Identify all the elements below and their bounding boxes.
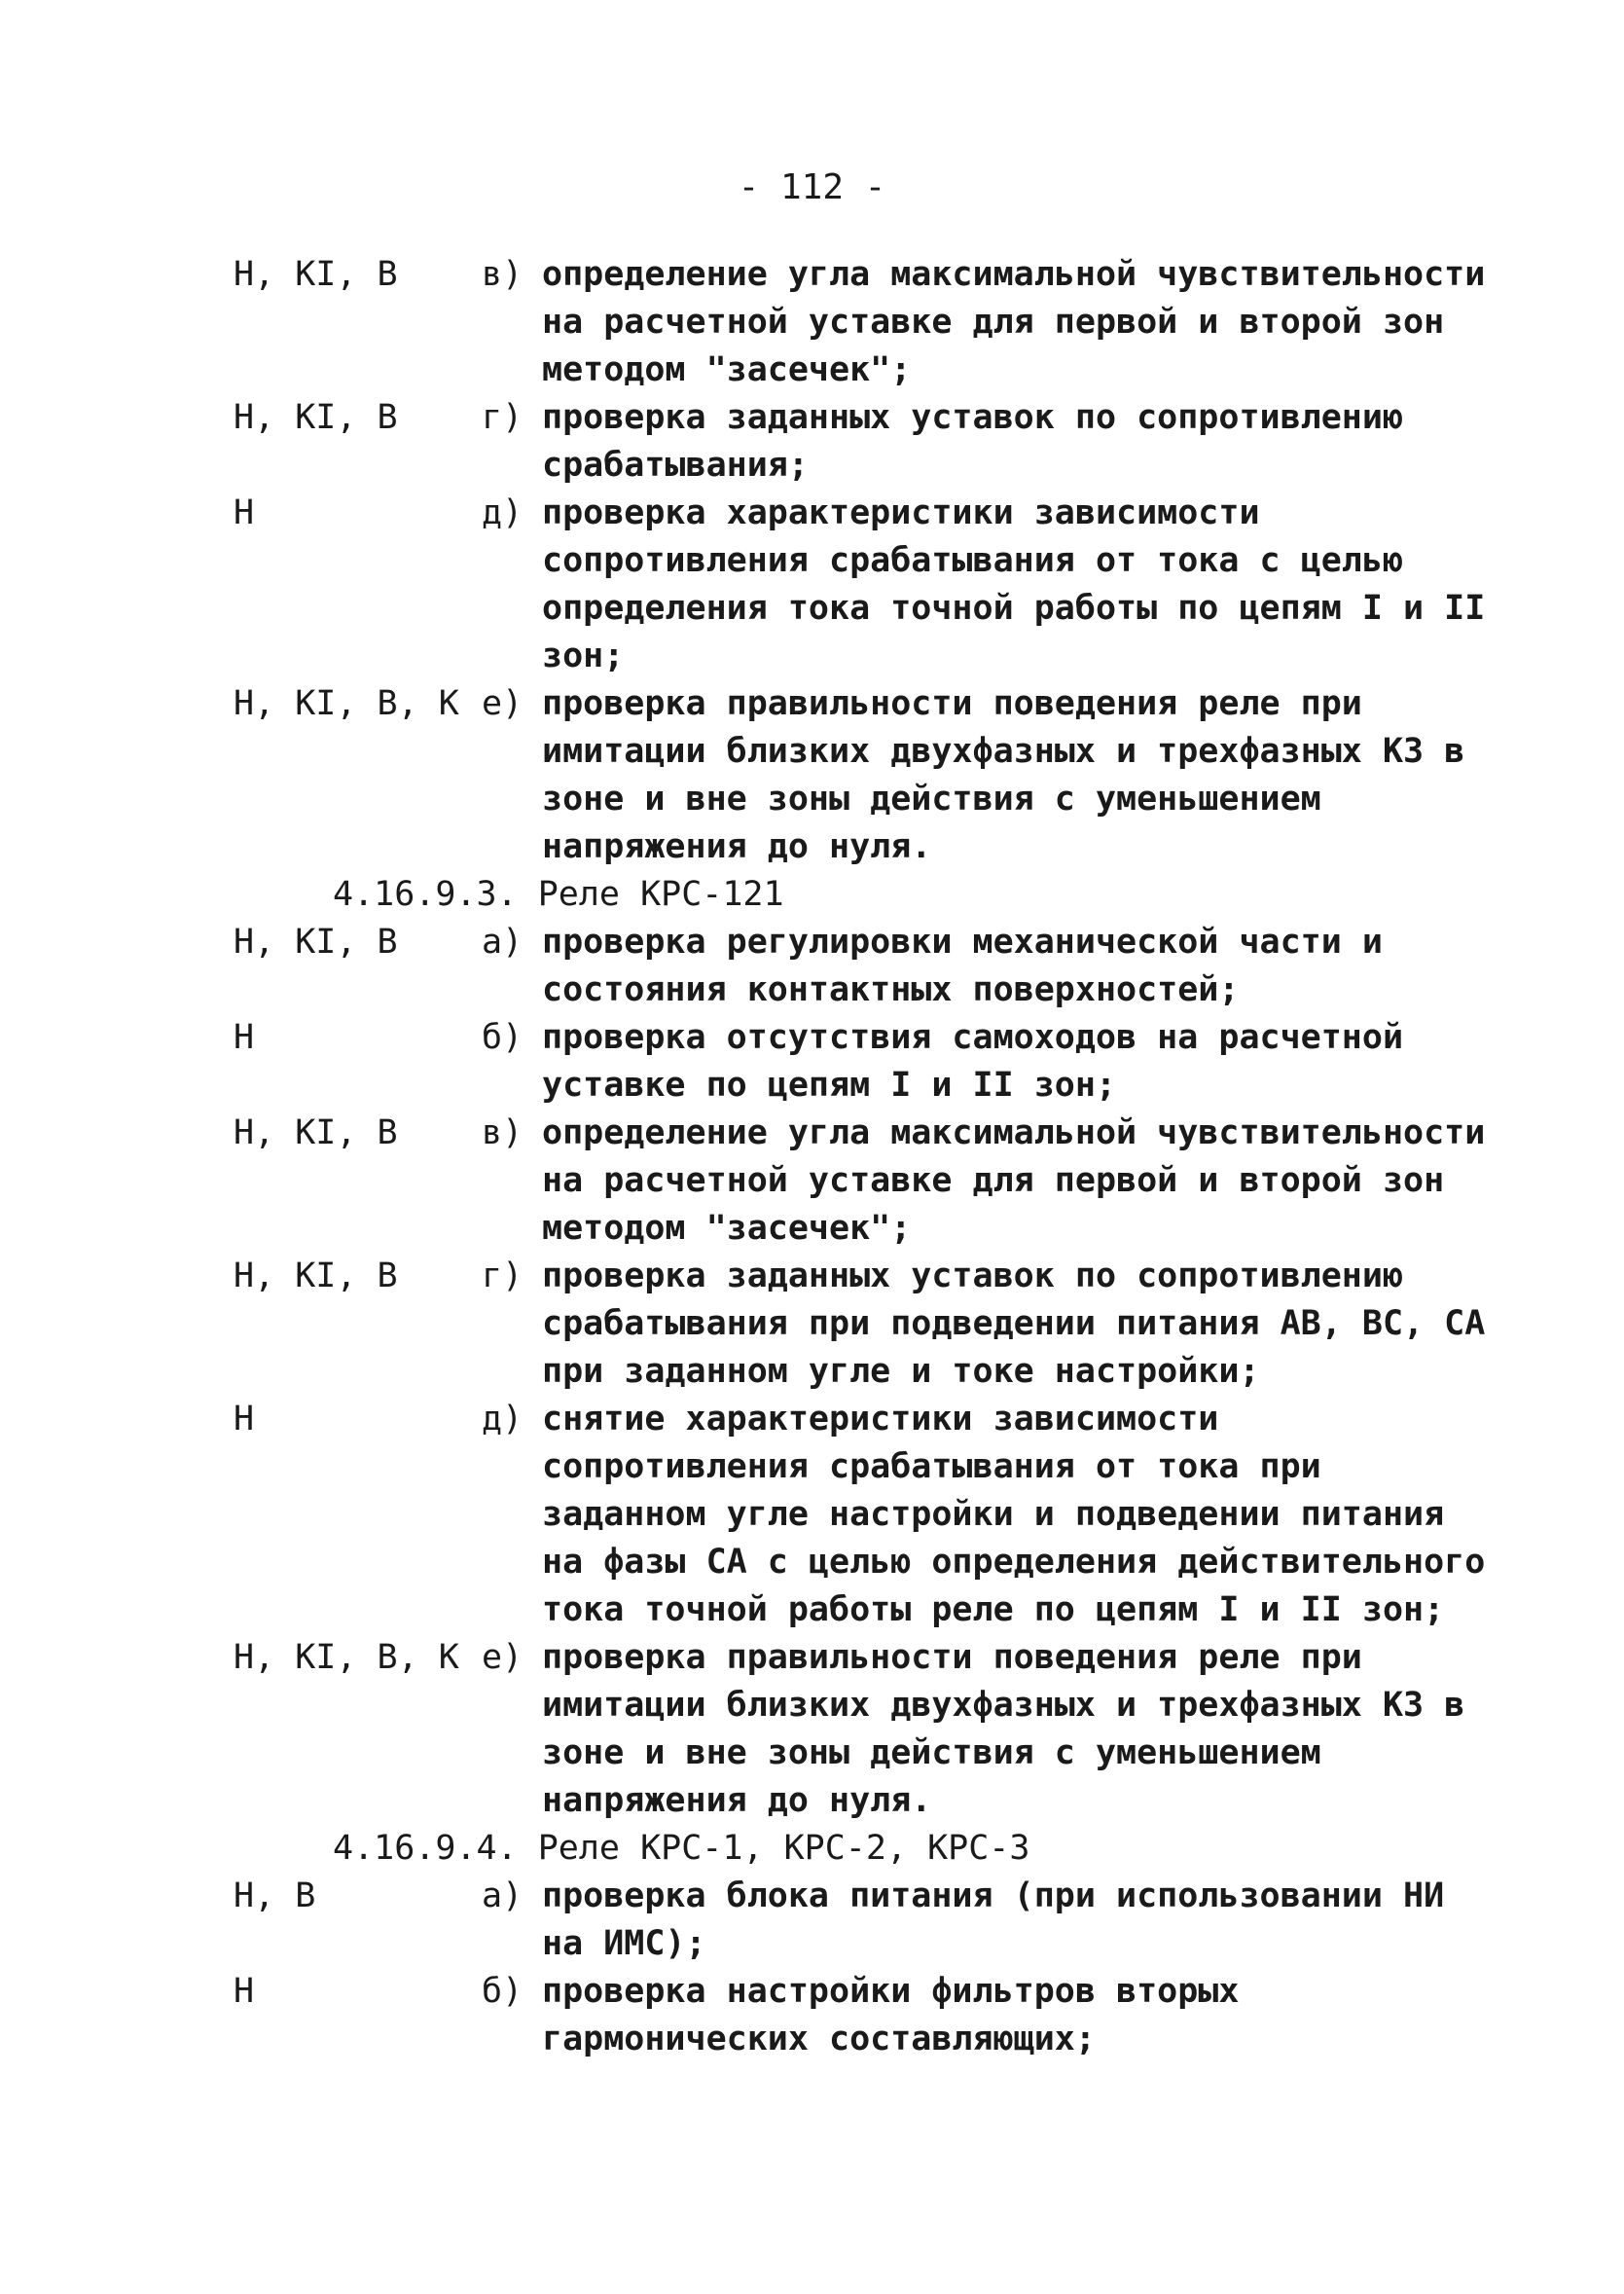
item-letter: г): [482, 1256, 523, 1295]
list-item: [234, 490, 1489, 680]
document-body: [234, 251, 1489, 2063]
list-item: [234, 919, 1489, 1014]
item-text: проверка отсутствия самоходов на расчетной уставке по цепям I и II зон;: [542, 1018, 1404, 1105]
item-letter: б): [482, 1018, 523, 1057]
item-codes: Н: [234, 1018, 255, 1057]
item-letter: г): [482, 398, 523, 437]
list-item: [234, 1634, 1489, 1825]
list-item: [234, 1014, 1489, 1110]
item-text: проверка заданных уставок по сопротивлению срабатывания при подведении питания АВ, ВС, СА при заданном угле и токе настройки;: [542, 1256, 1486, 1391]
list-item: [234, 1253, 1489, 1396]
item-text: проверка настройки фильтров вторых гармонических составляющих;: [542, 1972, 1240, 2058]
item-text: проверка правильности поведения реле при имитации близких двухфазных и трехфазных КЗ в зоне и вне зоны действия с уменьшением напряжения до нуля.: [542, 1638, 1465, 1820]
item-codes: Н: [234, 1972, 255, 2011]
item-text: проверка заданных уставок по сопротивлению срабатывания;: [542, 398, 1404, 485]
list-item: [234, 680, 1489, 871]
item-codes: Н, КI, В: [234, 1113, 398, 1152]
item-text: проверка регулировки механической части и состояния контактных поверхностей;: [542, 923, 1383, 1009]
section-heading: 4.16.9.3. Реле КРС-121: [333, 875, 784, 914]
item-letter: а): [482, 923, 523, 962]
list-item: [234, 1110, 1489, 1253]
list-item: [234, 1396, 1489, 1634]
item-text: определение угла максимальной чувствительности на расчетной уставке для первой и второй зон методом "засечек";: [542, 1113, 1486, 1248]
item-letter: а): [482, 1876, 523, 1915]
item-codes: Н, КI, В: [234, 398, 398, 437]
item-text: снятие характеристики зависимости сопротивления срабатывания от тока при заданном угле настройки и подведении питания на фазы СА с целью определения действительного тока точной работы реле по цепям I и II зон;: [542, 1400, 1486, 1629]
item-letter: д): [482, 1400, 523, 1438]
item-codes: Н: [234, 493, 255, 532]
item-codes: Н, КI, В: [234, 923, 398, 962]
item-codes: Н, КI, В, К: [234, 1638, 459, 1677]
item-letter: в): [482, 255, 523, 294]
item-codes: Н, КI, В: [234, 1256, 398, 1295]
list-item: [234, 1968, 1489, 2063]
item-text: проверка правильности поведения реле при имитации близких двухфазных и трехфазных КЗ в зоне и вне зоны действия с уменьшением напряжения до нуля.: [542, 684, 1465, 866]
item-letter: д): [482, 493, 523, 532]
item-letter: е): [482, 684, 523, 723]
item-letter: в): [482, 1113, 523, 1152]
item-text: проверка блока питания (при использовании НИ на ИМС);: [542, 1876, 1445, 1963]
item-codes: Н, КI, В, К: [234, 684, 459, 723]
list-item: [234, 251, 1489, 394]
item-codes: Н, КI, В: [234, 255, 398, 294]
item-text: проверка характеристики зависимости сопротивления срабатывания от тока с целью определения тока точной работы по цепям I и II зон;: [542, 493, 1486, 675]
item-codes: Н, В: [234, 1876, 316, 1915]
item-text: определение угла максимальной чувствительности на расчетной уставке для первой и второй зон методом "засечек";: [542, 255, 1486, 389]
item-codes: Н: [234, 1400, 255, 1438]
item-letter: е): [482, 1638, 523, 1677]
list-item: [234, 394, 1489, 490]
page-number: - 112 -: [738, 167, 886, 207]
section-heading: 4.16.9.4. Реле КРС-1, КРС-2, КРС-3: [333, 1829, 1030, 1868]
list-item: [234, 1873, 1489, 1968]
item-letter: б): [482, 1972, 523, 2011]
